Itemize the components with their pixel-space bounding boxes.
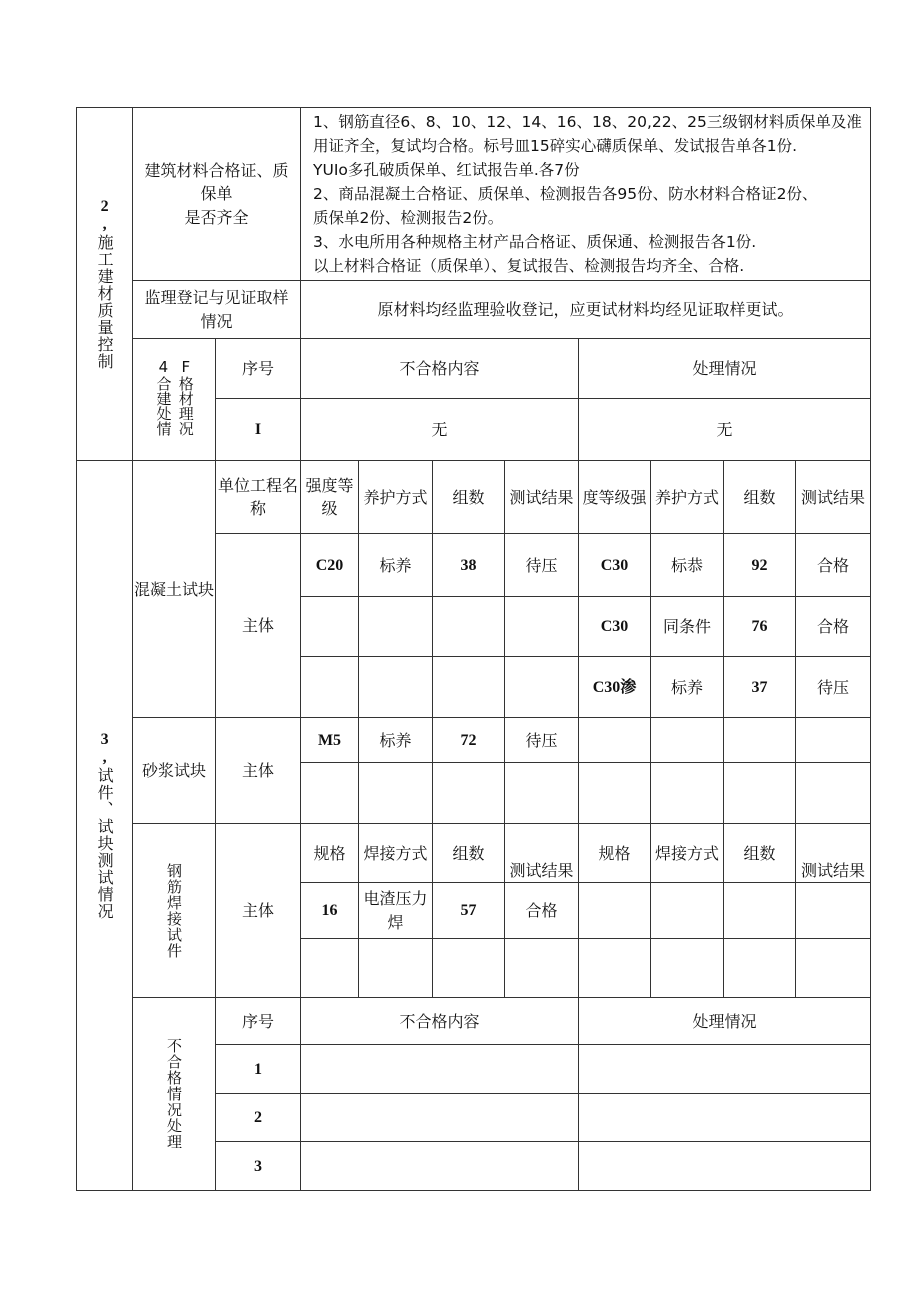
rebar-cell	[359, 939, 433, 998]
mortar-cell	[724, 763, 796, 824]
mortar-cell	[359, 763, 433, 824]
concrete-cell: 合格	[796, 534, 871, 597]
concrete-cell: 同条件	[651, 597, 724, 657]
test-nonconform-content	[301, 1094, 579, 1142]
mortar-cell	[505, 763, 579, 824]
section2-title-cell	[77, 108, 133, 461]
rebar-cell	[796, 883, 871, 939]
test-nonconform-handling	[579, 1142, 871, 1191]
concrete-cell: C30	[579, 534, 651, 597]
section2-title: 2,施工建材质量控制	[95, 198, 115, 371]
concrete-header: 测试结果	[796, 461, 871, 534]
mortar-cell: 待压	[505, 718, 579, 763]
concrete-header: 养护方式	[359, 461, 433, 534]
mortar-cell	[724, 718, 796, 763]
rebar-header: 焊接方式	[359, 824, 433, 883]
rebar-cell	[724, 939, 796, 998]
materials-content	[301, 108, 871, 281]
rebar-cell	[796, 939, 871, 998]
material-nonconform-seq: I	[216, 399, 301, 461]
rebar-cell: 合格	[505, 883, 579, 939]
rebar-cell	[651, 939, 724, 998]
test-nonconform-handling-header: 处理情况	[579, 998, 871, 1045]
mortar-cell	[433, 763, 505, 824]
concrete-cell	[301, 657, 359, 718]
concrete-header: 测试结果	[505, 461, 579, 534]
concrete-header: 组数	[724, 461, 796, 534]
test-nonconform-seq-header: 序号	[216, 998, 301, 1045]
test-nonconform-label: 不合格情况处理	[133, 998, 216, 1191]
test-nonconform-handling	[579, 1045, 871, 1094]
rebar-header: 测试结果	[505, 824, 579, 883]
rebar-header: 组数	[433, 824, 505, 883]
test-nonconform-content-header: 不合格内容	[301, 998, 579, 1045]
section3-title-cell	[77, 461, 133, 1191]
materials-line: 质保单2份、检测报告2份。	[313, 209, 504, 228]
materials-line: 1、钢筋直径6、8、10、12、14、16、18、20,22、25三级钢材料质保单及准	[313, 113, 862, 131]
concrete-cell: 标养	[651, 657, 724, 718]
mortar-label: 砂浆试块	[133, 718, 216, 824]
test-nonconform-handling	[579, 1094, 871, 1142]
rebar-cell	[301, 939, 359, 998]
concrete-header: 养护方式	[651, 461, 724, 534]
concrete-cell: C20	[301, 534, 359, 597]
test-nonconform-content	[301, 1045, 579, 1094]
rebar-cell: 57	[433, 883, 505, 939]
mortar-cell: 72	[433, 718, 505, 763]
test-nonconform-seq: 1	[216, 1045, 301, 1094]
material-nonconform-content-header: 不合格内容	[301, 339, 579, 399]
rebar-cell	[651, 883, 724, 939]
concrete-cell: 92	[724, 534, 796, 597]
concrete-header: 组数	[433, 461, 505, 534]
rebar-unit: 主体	[216, 824, 301, 998]
supervision-label: 监理登记与见证取样 情况	[133, 281, 301, 339]
concrete-cell	[433, 657, 505, 718]
concrete-label: 混凝土试块	[133, 461, 216, 718]
unit-header: 单位工程名称	[216, 461, 301, 534]
material-nonconform-content: 无	[301, 399, 579, 461]
material-nonconform-handling-header: 处理情况	[579, 339, 871, 399]
concrete-cell: 待压	[796, 657, 871, 718]
rebar-cell: 16	[301, 883, 359, 939]
mortar-cell	[796, 718, 871, 763]
concrete-cell: 37	[724, 657, 796, 718]
mortar-cell	[301, 763, 359, 824]
mortar-cell	[579, 763, 651, 824]
concrete-cell	[505, 657, 579, 718]
concrete-header: 度等级强	[579, 461, 651, 534]
concrete-cell: 待压	[505, 534, 579, 597]
mortar-cell	[796, 763, 871, 824]
rebar-cell	[724, 883, 796, 939]
materials-line: YUIo多孔破质保单、红试报告单.各7份	[313, 161, 580, 180]
test-nonconform-seq: 3	[216, 1142, 301, 1191]
materials-line: 以上材料合格证（质保单）、复试报告、检测报告均齐全、合格.	[313, 257, 745, 276]
mortar-cell	[579, 718, 651, 763]
concrete-unit: 主体	[216, 534, 301, 718]
concrete-cell: 标养	[359, 534, 433, 597]
rebar-cell: 电渣压力焊	[359, 883, 433, 939]
rebar-cell	[579, 939, 651, 998]
rebar-header: 规格	[579, 824, 651, 883]
concrete-cell	[433, 597, 505, 657]
concrete-cell: 76	[724, 597, 796, 657]
materials-line: 用证齐全，复试均合格。标号皿15碎实心礴质保单、发试报告单各1份.	[313, 137, 798, 156]
quality-record-table	[76, 107, 871, 1191]
materials-line: 3、水电所用各种规格主材产品合格证、质保通、检测报告各1份.	[313, 233, 757, 252]
concrete-cell	[505, 597, 579, 657]
concrete-cell: 38	[433, 534, 505, 597]
concrete-header: 强度等级	[301, 461, 359, 534]
rebar-header: 规格	[301, 824, 359, 883]
material-nonconform-label: 4合建处情 F格材理况	[133, 339, 216, 461]
material-nonconform-seq-header: 序号	[216, 339, 301, 399]
test-nonconform-content	[301, 1142, 579, 1191]
mortar-unit: 主体	[216, 718, 301, 824]
rebar-cell	[579, 883, 651, 939]
concrete-cell	[301, 597, 359, 657]
concrete-cell: 标恭	[651, 534, 724, 597]
rebar-header: 组数	[724, 824, 796, 883]
concrete-cell: C30	[579, 597, 651, 657]
mortar-cell: 标养	[359, 718, 433, 763]
rebar-header: 测试结果	[796, 824, 871, 883]
rebar-header: 焊接方式	[651, 824, 724, 883]
materials-label: 建筑材料合格证、质 保单 是否齐全	[133, 108, 301, 281]
concrete-cell: 合格	[796, 597, 871, 657]
mortar-cell: M5	[301, 718, 359, 763]
mortar-cell	[651, 718, 724, 763]
concrete-cell	[359, 597, 433, 657]
concrete-cell: C30渗	[579, 657, 651, 718]
section3-title: 3,试件、试块测试情况	[95, 731, 115, 921]
test-nonconform-seq: 2	[216, 1094, 301, 1142]
material-nonconform-handling: 无	[579, 399, 871, 461]
supervision-content: 原材料均经监理验收登记，应更试材料均经见证取样更试。	[301, 281, 871, 339]
rebar-cell	[505, 939, 579, 998]
rebar-cell	[433, 939, 505, 998]
concrete-cell	[359, 657, 433, 718]
materials-line: 2、商品混凝土合格证、质保单、检测报告各95份、防水材料合格证2份、	[313, 185, 818, 204]
mortar-cell	[651, 763, 724, 824]
rebar-label: 钢筋焊接试件	[133, 824, 216, 998]
